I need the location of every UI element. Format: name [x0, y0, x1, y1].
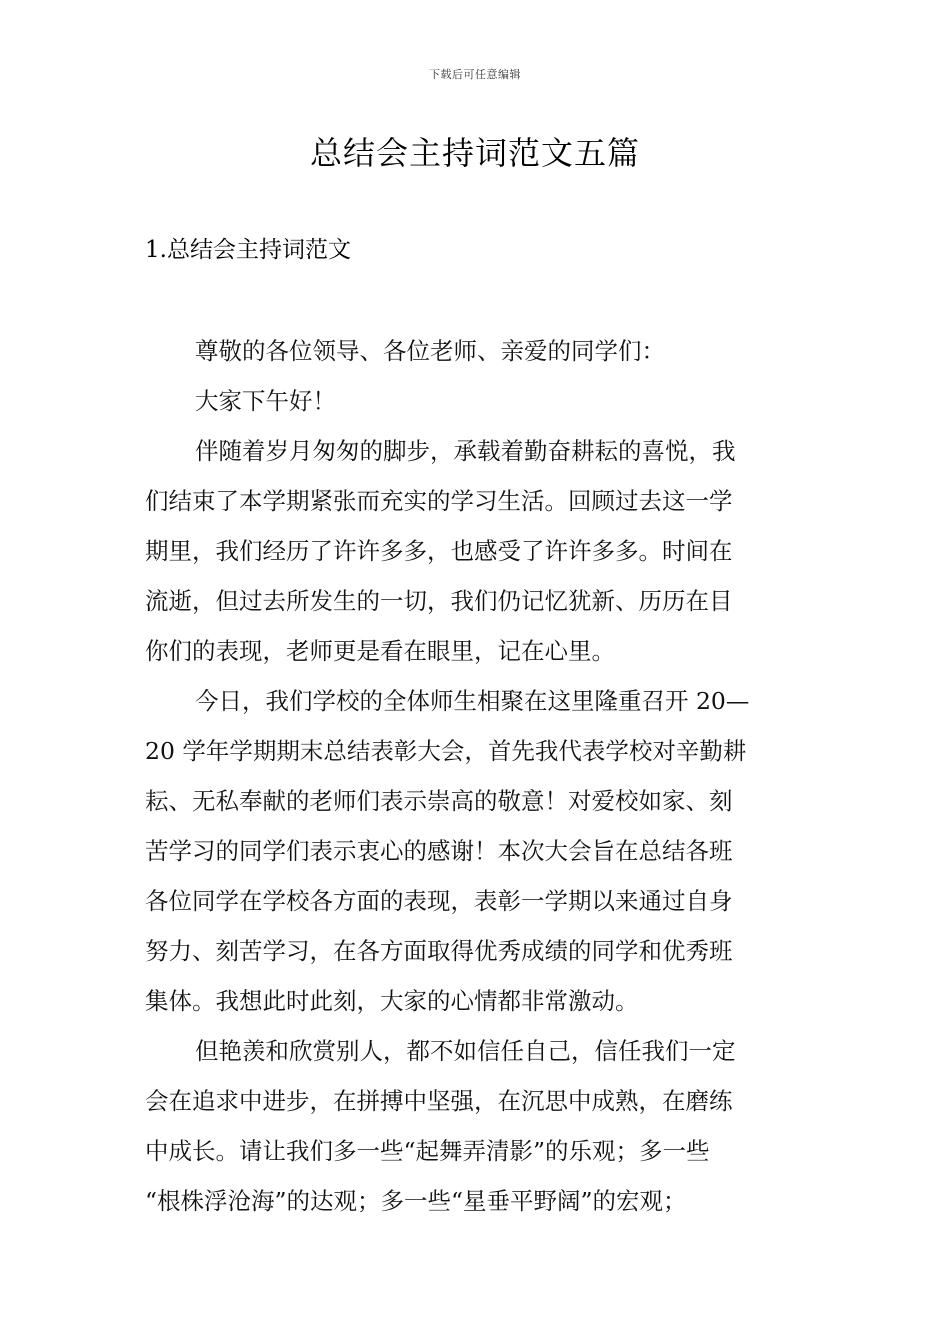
- text-line: 会在追求中进步，在拼搏中坚强，在沉思中成熟，在磨练: [145, 1087, 733, 1115]
- text-line: 们结束了本学期紧张而充实的学习生活。回顾过去这一学: [145, 487, 733, 515]
- text-line: 20 学年学期期末总结表彰大会，首先我代表学校对辛勤耕: [145, 737, 747, 765]
- text-line: “根株浮沧海”的达观；多一些“星垂平野阔”的宏观；: [145, 1187, 687, 1215]
- text-line: 你们的表现，老师更是看在眼里，记在心里。: [145, 637, 615, 665]
- text-line: 努力、刻苦学习，在各方面取得优秀成绩的同学和优秀班: [145, 937, 733, 965]
- text-line: 期里，我们经历了许许多多，也感受了许许多多。时间在: [145, 537, 733, 565]
- header-note: 下载后可任意编辑: [429, 68, 521, 81]
- body-text: [145, 326, 810, 1226]
- text-line: 苦学习的同学们表示衷心的感谢！本次大会旨在总结各班: [145, 837, 733, 865]
- text-line: 中成长。请让我们多一些“起舞弄清影”的乐观；多一些: [145, 1137, 710, 1165]
- text-line: 集体。我想此时此刻，大家的心情都非常激动。: [145, 987, 639, 1015]
- text-line: 各位同学在学校各方面的表现，表彰一学期以来通过自身: [145, 887, 733, 915]
- text-line: 尊敬的各位领导、各位老师、亲爱的同学们：: [195, 337, 665, 365]
- text-line: 伴随着岁月匆匆的脚步，承载着勤奋耕耘的喜悦，我: [195, 437, 736, 465]
- text-line: 今日，我们学校的全体师生相聚在这里隆重召开 20—: [195, 687, 750, 715]
- text-line: 耘、无私奉献的老师们表示崇高的敬意！对爱校如家、刻: [145, 787, 733, 815]
- section-heading: 1.总结会主持词范文: [145, 237, 351, 263]
- text-line: 流逝，但过去所发生的一切，我们仍记忆犹新、历历在目: [145, 587, 733, 615]
- text-line: 但艳羡和欣赏别人，都不如信任自己，信任我们一定: [195, 1037, 736, 1065]
- text-line: 大家下午好！: [195, 387, 336, 415]
- document-title: 总结会主持词范文五篇: [309, 134, 640, 172]
